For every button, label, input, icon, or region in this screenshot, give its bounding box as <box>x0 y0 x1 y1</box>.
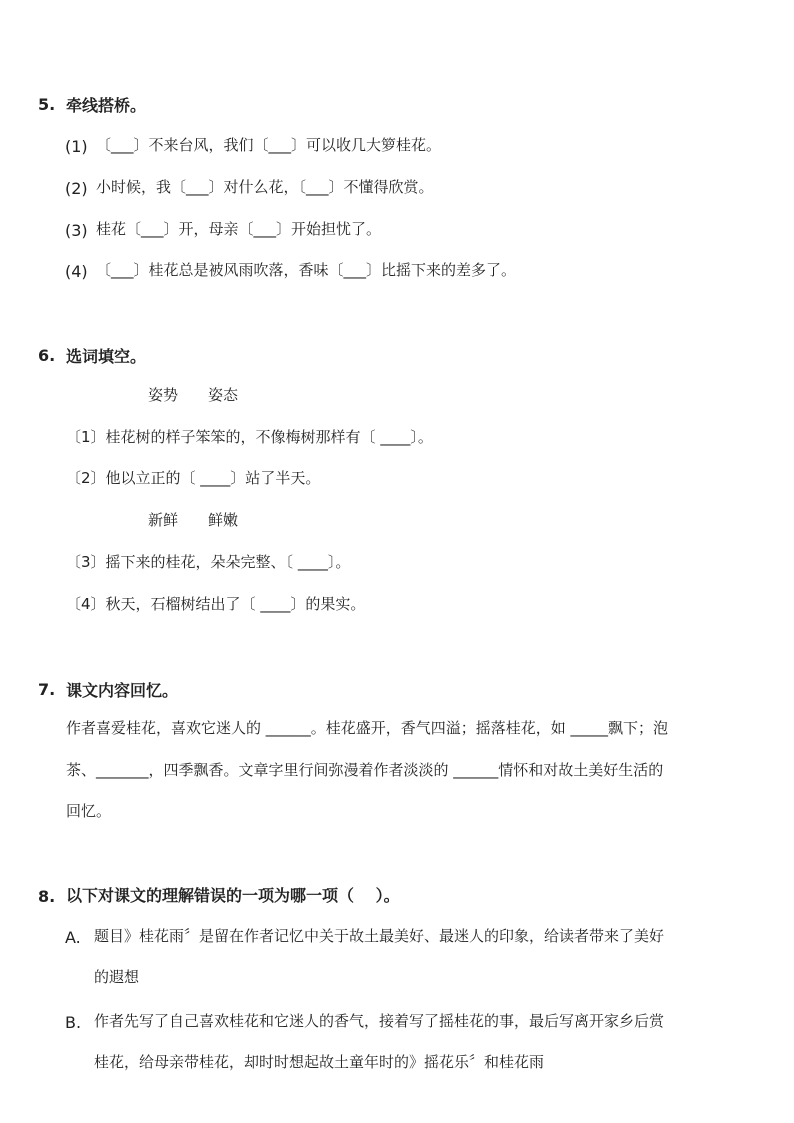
q8-option-b-line-1: 作者先写了自己喜欢桂花和它迷人的香气，接着写了摇桂花的事，最后写离开家乡后赏 <box>94 1012 665 1030</box>
q8-option-a-label: A. <box>65 928 81 947</box>
q7-line-3: 回忆。 <box>66 802 112 820</box>
q7-line-1: 作者喜爱桂花，喜欢它迷人的 ______。桂花盛开，香气四溢；摇落桂花，如 _____飘下；泡 <box>66 719 669 737</box>
q8-option-a-line-1: 题目》桂花雨〞是留在作者记忆中关于故土最美好、最迷人的印象，给读者带来了美好 <box>94 927 665 945</box>
q6-item-1: 〔1〕桂花树的样子笨笨的，不像梅树那样有〔 ____〕。 <box>66 428 433 446</box>
q6-title: 选词填空。 <box>66 347 147 366</box>
q5-item-2-label: (2) <box>65 179 88 198</box>
q5-item-3-text: 桂花〔___〕开，母亲〔___〕开始担忧了。 <box>96 220 382 238</box>
q8-title: 以下对课文的理解错误的一项为哪一项（ ）。 <box>66 886 400 905</box>
q5-title: 牵线搭桥。 <box>66 96 147 115</box>
q8-option-b-label: B. <box>65 1013 82 1032</box>
q5-item-1-text: 〔___〕不来台风，我们〔___〕可以收几大箩桂花。 <box>96 136 442 154</box>
q6-item-4: 〔4〕秋天，石榴树结出了〔 ____〕的果实。 <box>66 595 366 613</box>
q7-number: 7. <box>38 680 56 699</box>
q6-word-choices-2: 新鲜 鲜嫩 <box>148 511 239 529</box>
q6-number: 6. <box>38 346 56 365</box>
q7-line-2: 茶、_______，四季飘香。文章字里行间弥漫着作者淡淡的 ______情怀和对故土美好生活的 <box>66 761 664 779</box>
q6-item-3: 〔3〕摇下来的桂花，朵朵完整、〔 ____〕。 <box>66 553 351 571</box>
q5-item-4-label: (4) <box>65 262 88 281</box>
q5-item-1-label: (1) <box>65 137 88 156</box>
q5-item-3-label: (3) <box>65 221 88 240</box>
q6-word-choices-1: 姿势 姿态 <box>148 386 239 404</box>
q6-item-2: 〔2〕他以立正的〔 ____〕站了半天。 <box>66 469 321 487</box>
q5-number: 5. <box>38 95 56 114</box>
q8-option-b-line-2: 桂花，给母亲带桂花，却时时想起故土童年时的》摇花乐〞和桂花雨 <box>94 1053 545 1071</box>
q7-title: 课文内容回忆。 <box>66 681 179 700</box>
q8-option-a-line-2: 的遐想 <box>94 968 140 986</box>
q8-number: 8. <box>38 887 56 906</box>
q5-item-2-text: 小时候，我〔___〕对什么花，〔___〕不懂得欣赏。 <box>96 178 434 196</box>
q5-item-4-text: 〔___〕桂花总是被风雨吹落，香味〔___〕比摇下来的差多了。 <box>96 261 517 279</box>
